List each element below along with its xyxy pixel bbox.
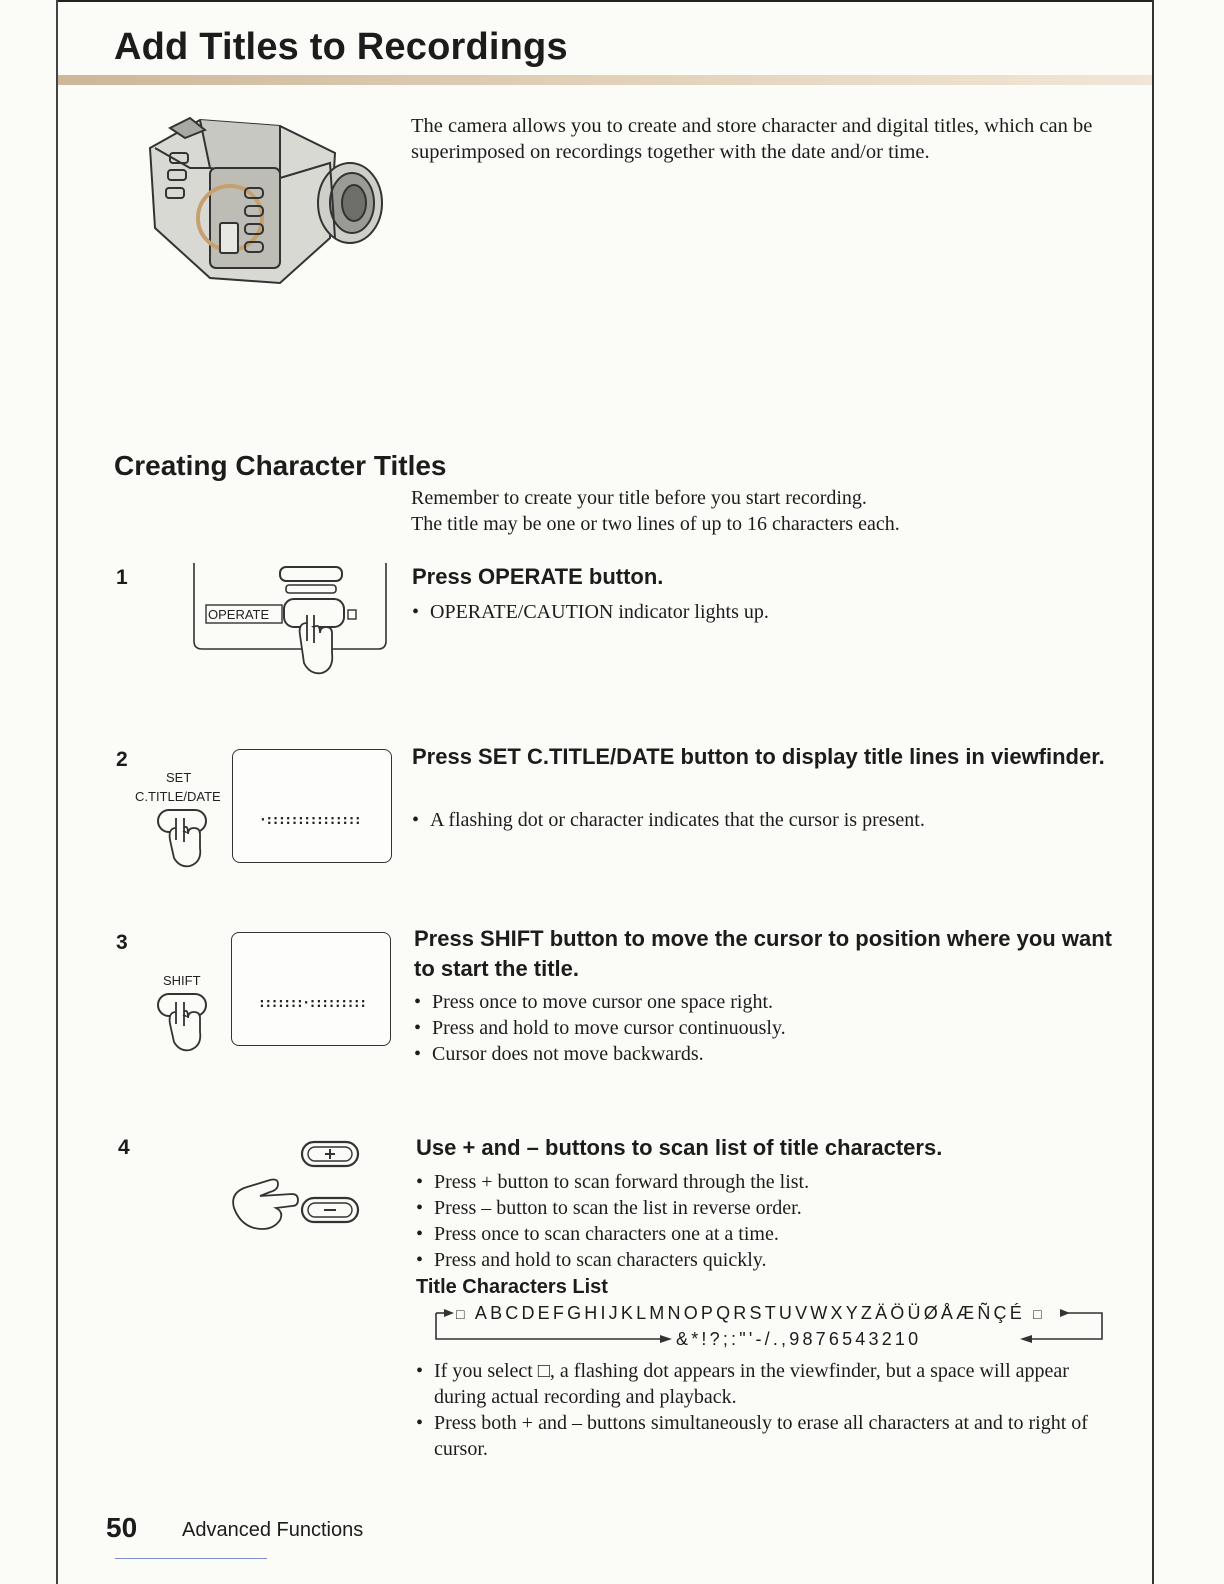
step-1-number: 1: [116, 566, 128, 589]
footer-rule: [115, 1558, 267, 1559]
plus-minus-buttons-illustration: [226, 1136, 366, 1236]
intro-paragraph: The camera allows you to create and store character and digital titles, which can be superimposed on recordings together with the date and/or time.: [411, 115, 1093, 163]
title-line-dots: :::::::·:::::::::: [258, 996, 366, 1011]
page-number: 50: [106, 1512, 138, 1543]
section-title: Creating Character Titles: [114, 450, 447, 481]
step-4-heading: Use + and – buttons to scan list of title characters.: [416, 1135, 943, 1160]
footer-section-name: Advanced Functions: [182, 1519, 364, 1541]
space-box-icon: □: [1033, 1306, 1045, 1322]
page-border-right: [1152, 0, 1154, 1584]
title-characters-list-heading: Title Characters List: [416, 1276, 608, 1298]
step-2-heading: Press SET C.TITLE/DATE button to display title lines in viewfinder.: [412, 744, 1105, 769]
viewfinder-display: [231, 932, 391, 1046]
section-intro-line: Remember to create your title before you start recording.: [411, 487, 867, 509]
pressing-hand-icon: [154, 806, 214, 870]
list-item: • Press both + and – buttons simultaneously to erase all characters at and to right of cursor.: [416, 1410, 1108, 1462]
character-list-row-2: &*!?;:"'-/.,9876543210: [676, 1329, 922, 1349]
step-4-notes: [416, 1358, 1108, 1462]
step-4-bullets: [416, 1169, 1116, 1273]
section-intro: [411, 485, 1111, 537]
camcorder-illustration: [130, 108, 390, 293]
operate-label: OPERATE: [208, 607, 270, 622]
list-item: • OPERATE/CAUTION indicator lights up.: [412, 599, 1112, 625]
section-intro-line: The title may be one or two lines of up to 16 characters each.: [411, 513, 900, 535]
shift-label: SHIFT: [163, 973, 201, 988]
list-item: • Press + button to scan forward through the list.: [416, 1169, 1116, 1195]
step-4-number: 4: [118, 1136, 130, 1159]
step-3-heading: Press SHIFT button to move the cursor to position where you want to start the title.: [414, 926, 1112, 981]
title-line-dots: ·:::::::::::::::: [259, 813, 361, 828]
pressing-hand-icon: [154, 990, 214, 1054]
step-2-number: 2: [116, 748, 128, 771]
page-border-top: [58, 0, 1154, 2]
list-item: • Press once to scan characters one at a time.: [416, 1221, 1116, 1247]
list-item: • Press and hold to scan characters quickly.: [416, 1247, 1116, 1273]
list-item: • Press and hold to move cursor continuously.: [414, 1015, 1114, 1041]
title-band: [58, 75, 1152, 85]
list-item: • Cursor does not move backwards.: [414, 1041, 1114, 1067]
step-1-bullets: [412, 599, 1112, 625]
space-box-icon: □: [456, 1306, 468, 1322]
viewfinder-display: [232, 749, 392, 863]
step-2-bullets: [412, 807, 1112, 833]
set-label: SET: [166, 770, 192, 785]
character-list-row-1: [456, 1303, 1045, 1324]
operate-button-illustration: [192, 563, 388, 683]
step-3-number: 3: [116, 931, 128, 954]
characters-forward: ABCDEFGHIJKLMNOPQRSTUVWXYZÄÖÜØÅÆÑÇÉ: [474, 1303, 1025, 1323]
list-item: • Press – button to scan the list in reverse order.: [416, 1195, 1116, 1221]
list-item: • If you select □, a flashing dot appears in the viewfinder, but a space will appear during actual recording and playback.: [416, 1358, 1108, 1410]
step-3-bullets: [414, 989, 1114, 1067]
page-title: Add Titles to Recordings: [114, 26, 568, 68]
list-item: • Press once to move cursor one space right.: [414, 989, 1114, 1015]
step-1-heading: Press OPERATE button.: [412, 564, 664, 589]
list-item: • A flashing dot or character indicates that the cursor is present.: [412, 807, 1112, 833]
page-border-left: [56, 0, 58, 1584]
ctitle-date-label: C.TITLE/DATE: [135, 789, 221, 804]
